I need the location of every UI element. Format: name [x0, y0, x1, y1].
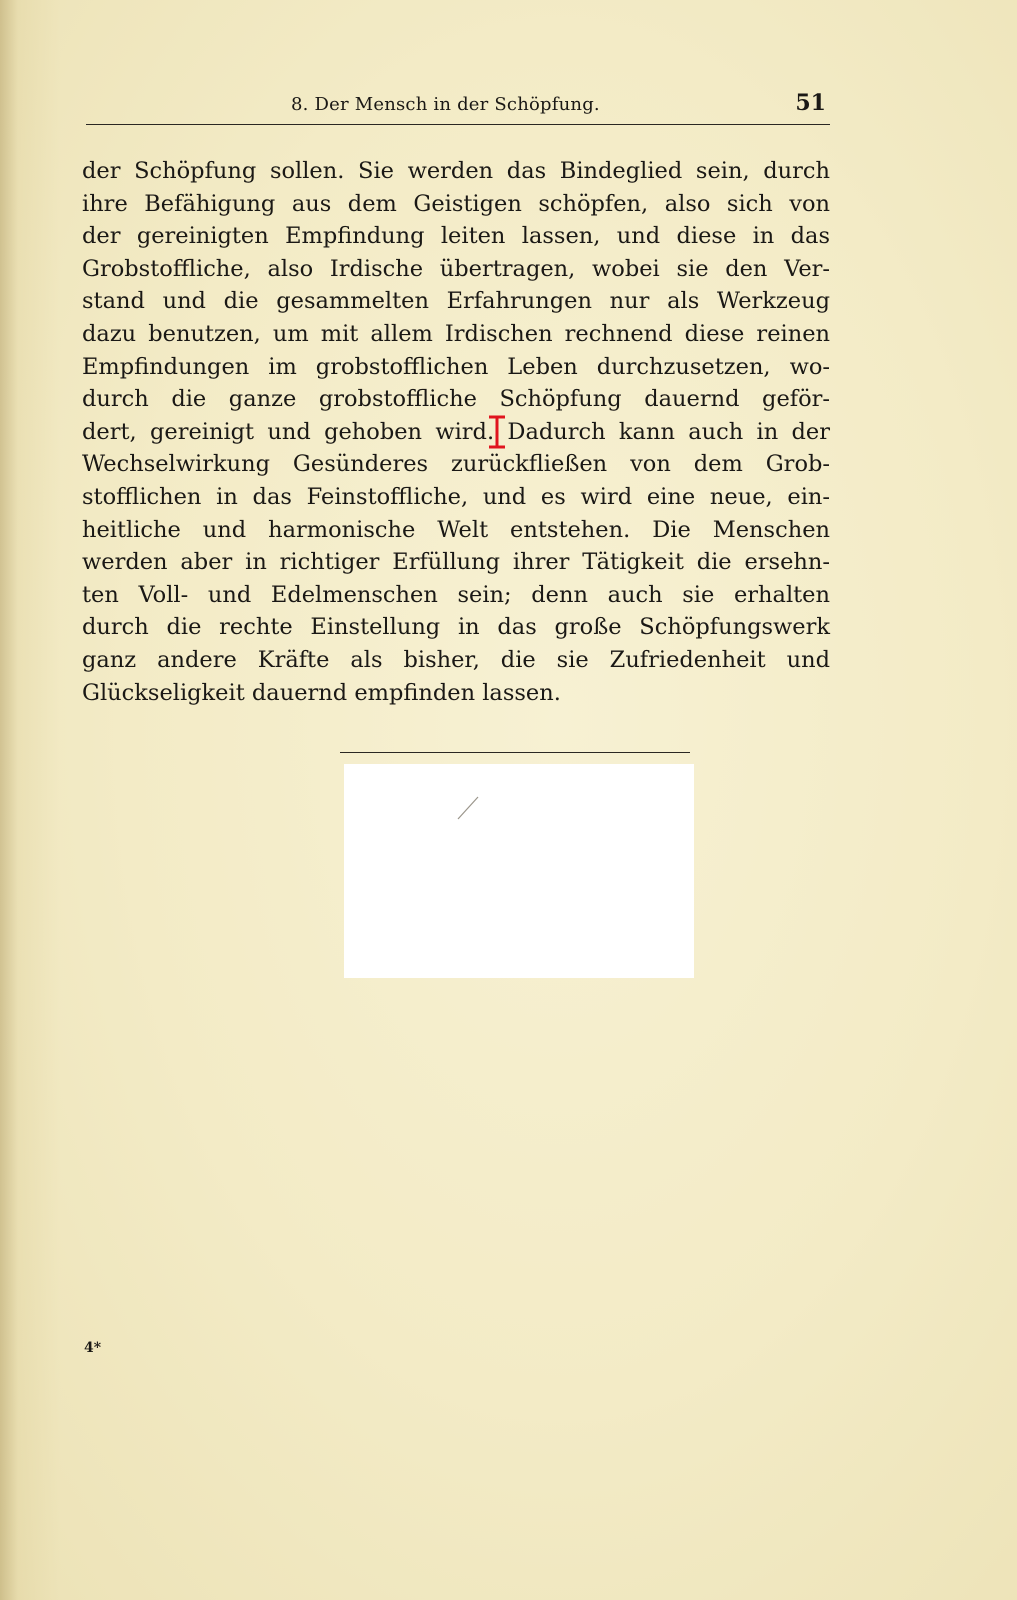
pen-stroke-mark [455, 795, 481, 825]
text-line: Glückseligkeit dauernd empfinden lassen. [82, 679, 561, 706]
text-line: stofflichen in das Feinstoffliche, und es wird eine neue, ein- [82, 483, 830, 510]
body-text[interactable] [82, 155, 830, 709]
text-line: ten Voll- und Edelmenschen sein; denn auch sie erhalten [82, 581, 830, 608]
text-line: ganz andere Kräfte als bisher, die sie Zufriedenheit und [82, 646, 830, 673]
text-line: durch die ganze grobstoffliche Schöpfung dauernd geför- [82, 386, 830, 413]
page-number: 51 [795, 90, 826, 116]
text-line: stand und die gesammelten Erfahrungen nur als Werkzeug [82, 288, 830, 315]
text-line: dazu benutzen, um mit allem Irdischen rechnend diese reinen [82, 320, 830, 347]
text-line: Wechselwirkung Gesünderes zurückfließen von dem Grob- [82, 451, 830, 478]
text-line: Grobstoffliche, also Irdische übertragen, wobei sie den Ver- [82, 255, 830, 282]
text-line: durch die rechte Einstellung in das große Schöpfungswerk [82, 614, 830, 641]
text-line: dert, gereinigt und gehoben wird. Dadurch kann auch in der [82, 418, 830, 445]
text-line: werden aber in richtiger Erfüllung ihrer Tätigkeit die ersehn- [82, 549, 830, 576]
section-end-rule [340, 752, 690, 753]
signature-mark: 4* [84, 1340, 102, 1356]
text-line: Empfindungen im grobstofflichen Leben durchzusetzen, wo- [82, 353, 830, 380]
text-line: der gereinigten Empfindung leiten lassen, und diese in das [82, 223, 830, 250]
blank-patch [344, 764, 694, 978]
page-header [86, 88, 830, 125]
text-cursor-icon [486, 415, 508, 453]
text-line: ihre Befähigung aus dem Geistigen schöpfen, also sich von [82, 190, 830, 217]
running-title: 8. Der Mensch in der Schöpfung. [291, 94, 600, 115]
text-line: der Schöpfung sollen. Sie werden das Bindeglied sein, durch [82, 158, 830, 184]
text-line: heitliche und harmonische Welt entstehen. Die Menschen [82, 516, 830, 543]
